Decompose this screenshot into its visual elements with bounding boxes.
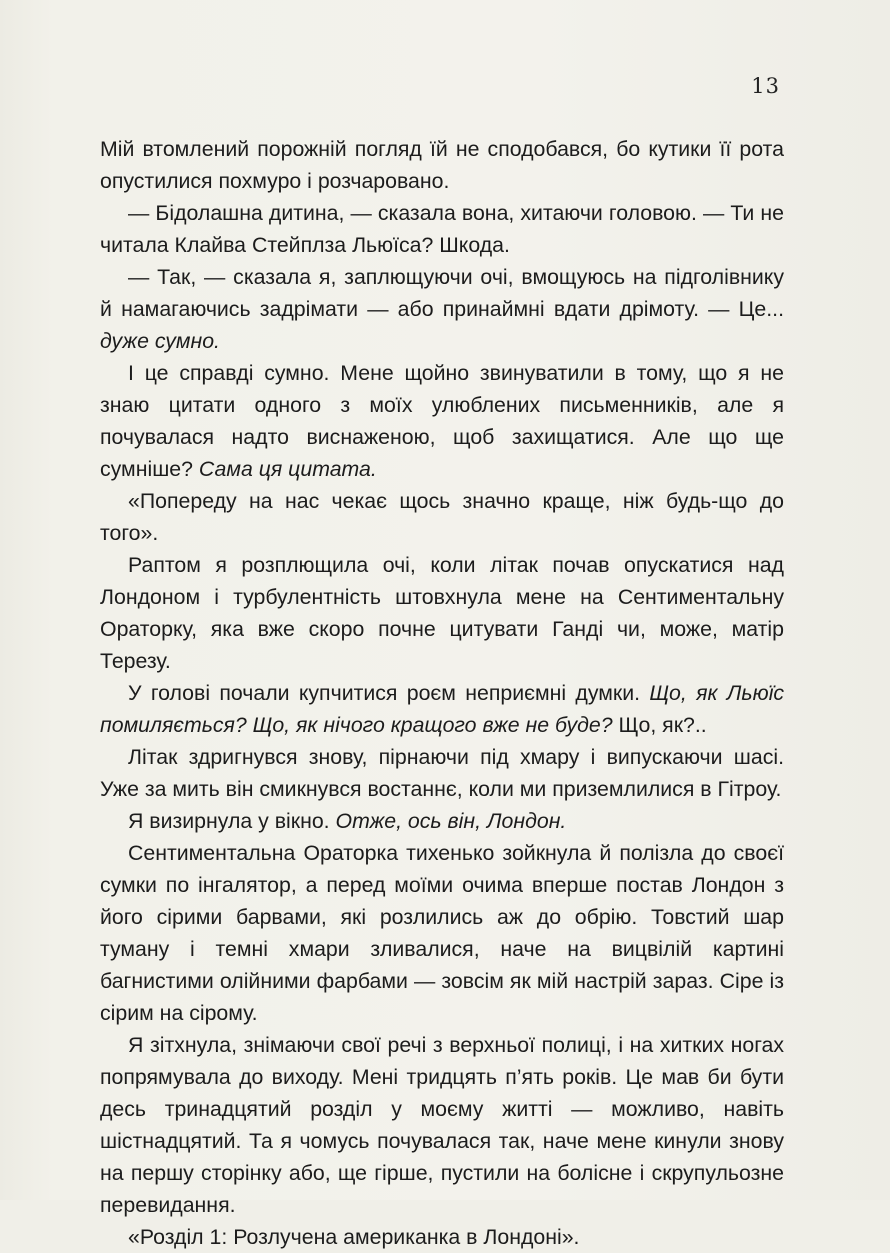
paragraph — [100, 805, 784, 837]
paragraph-text: «Розділ 1: Розлучена американка в Лондоні». — [128, 1225, 580, 1249]
paragraph-text: «Попереду на нас чекає щось значно краще, ніж будь-що до того». — [100, 489, 784, 545]
paragraph — [100, 837, 784, 1029]
paragraph — [100, 549, 784, 677]
paragraph — [100, 1029, 784, 1221]
italic-text: Що, як Льюїс помиляється? Що, як нічого кращого вже не буде? — [100, 681, 784, 737]
paragraph — [100, 197, 784, 261]
paragraph-text: Сентиментальна Ораторка тихенько зойкнула й полізла до своєї сумки по інгалятор, а перед моїми очима вперше постав Лондон з його сірими барвами, які розлились аж до обрію. Товстий шар туману і темні хмари зливалися, наче на вицвілій картині багнистими олійними фарбами — зовсім як мій настрій зараз. Сіре із сірим на сірому. — [100, 841, 784, 1025]
body-text — [100, 133, 784, 1253]
paragraph — [100, 1221, 784, 1253]
paragraph-text: — Так, — сказала я, заплющуючи очі, вмощуюсь на підголівнику й намагаючись задрімати — або принаймні вдати дрімоту. — Це... — [100, 265, 784, 321]
paragraph — [100, 261, 784, 357]
paragraph-text: Я визирнула у вікно. — [128, 809, 336, 833]
italic-text: дуже сумно. — [100, 329, 220, 353]
paragraph-text: У голові почали купчитися роєм неприємні думки. — [128, 681, 650, 705]
italic-text: Сама ця цитата. — [198, 457, 377, 481]
paragraph-text: Що, як?.. — [612, 713, 707, 737]
paragraph — [100, 741, 784, 805]
paragraph-text: — Бідолашна дитина, — сказала вона, хитаючи головою. — Ти не читала Клайва Стейплза Льюїса? Шкода. — [100, 201, 784, 257]
paragraph-text: Мій втомлений порожній погляд їй не сподобався, бо кутики її рота опустилися похмуро і розчаровано. — [100, 137, 784, 193]
paragraph — [100, 677, 784, 741]
paragraph-text: Літак здригнувся знову, пірнаючи під хмару і випускаючи шасі. Уже за мить він смикнувся востаннє, коли ми приземлилися в Гітроу. — [100, 745, 784, 801]
paragraph — [100, 357, 784, 485]
paragraph-text: І це справді сумно. Мене щойно звинуватили в тому, що я не знаю цитати одного з моїх улюблених письменників, але я почувалася надто виснаженою, щоб захищатися. Але що ще сумніше? — [100, 361, 784, 481]
page-number: 13 — [751, 74, 780, 98]
paragraph-text: Я зітхнула, знімаючи свої речі з верхньої полиці, і на хитких ногах попрямувала до виходу. Мені тридцять п’ять років. Це мав би бути десь тринадцятий розділ у моєму житті — можливо, навіть шістнадцятий. Та я чомусь почувалася так, наче мене кинули знову на першу сторінку або, ще гірше, пустили на болісне і скрупульозне перевидання. — [100, 1033, 784, 1217]
paragraph-text: Раптом я розплющила очі, коли літак почав опускатися над Лондоном і турбулентність штовхнула мене на Сентиментальну Ораторку, яка вже скоро почне цитувати Ганді чи, може, матір Терезу. — [100, 553, 784, 673]
paragraph — [100, 133, 784, 197]
italic-text: Отже, ось він, Лондон. — [335, 809, 567, 833]
paragraph — [100, 485, 784, 549]
